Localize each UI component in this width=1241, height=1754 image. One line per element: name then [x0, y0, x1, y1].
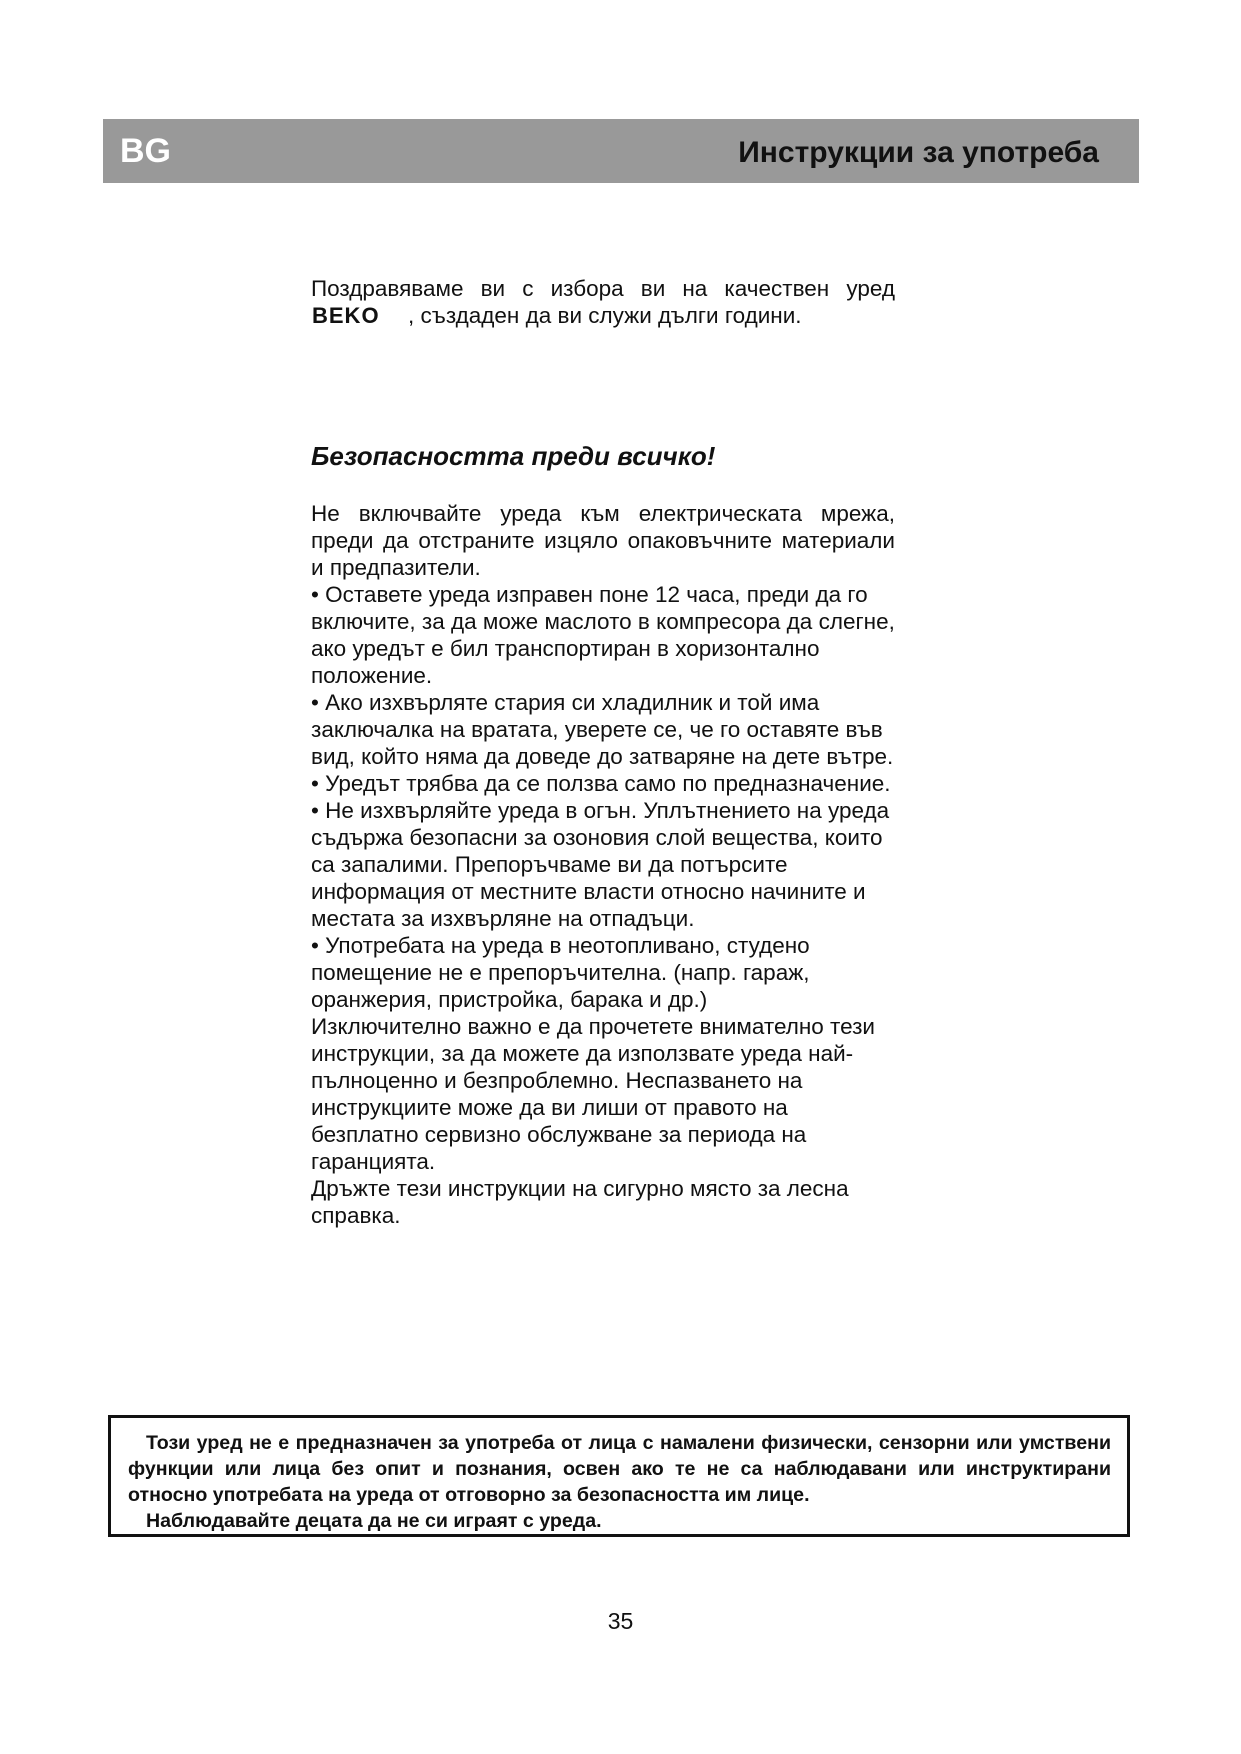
beko-logo-text: BEKO: [312, 306, 380, 326]
safety-bullet: • Оставете уреда изправен поне 12 часа, преди да го включите, за да може маслото в компресора да слегне, ако уредът е бил транспортиран в хоризонтално положение.: [311, 582, 895, 688]
safety-heading: Безопасността преди всичко!: [311, 441, 716, 471]
greeting-text-line1: Поздравяваме ви с избора ви на качествен уред: [311, 276, 895, 301]
greeting-text-line2: , създаден да ви служи дълги години.: [408, 303, 802, 328]
warning-text: Този уред не е предназначен за употреба от лица с намалени физически, сензорни или умствени функции или лица без опит и познания, освен ако те не са наблюдавани или инструктирани относно употребата на уреда от отговорно за безопасността им лице.: [128, 1432, 1111, 1506]
document-title: Инструкции за употреба: [738, 136, 1099, 169]
safety-bullet: • Употребата на уреда в неотопливано, студено помещение не е препоръчителна. (напр. гараж, оранжерия, пристройка, барака и др.): [311, 933, 810, 1012]
warning-children-text: Наблюдавайте децата да не си играят с уреда.: [146, 1510, 602, 1532]
greeting-paragraph: [311, 275, 895, 329]
safety-bullet: • Ако изхвърляте стария си хладилник и той има заключалка на вратата, уверете се, че го оставяте във вид, който няма да доведе до затваряне на дете вътре.: [311, 690, 894, 769]
language-code: BG: [120, 132, 171, 170]
safety-section: [311, 500, 895, 1229]
header-bar: [103, 119, 1139, 183]
safety-bullet: • Уредът трябва да се ползва само по предназначение.: [311, 771, 891, 796]
safety-closing-keep: Дръжте тези инструкции на сигурно място за лесна справка.: [311, 1176, 849, 1228]
safety-intro: Не включвайте уреда към електрическата мрежа, преди да отстраните изцяло опаковъчните материали и предпазители.: [311, 501, 895, 580]
page-number: 35: [607, 1608, 634, 1634]
safety-closing: Изключително важно е да прочетете внимателно тези инструкции, за да можете да използвате уреда най-пълноценно и безпроблемно. Неспазването на инструкциите може да ви лиши от правото на безплатно сервизно обслужване за периода на гаранцията.: [311, 1014, 876, 1174]
safety-bullet: • Не изхвърляйте уреда в огън. Уплътнението на уреда съдържа безопасни за озоновия слой вещества, които са запалими. Препоръчваме ви да потърсите информация от местните власти относно начините и местата за изхвърляне на отпадъци.: [311, 798, 890, 931]
warning-box: [108, 1415, 1130, 1537]
beko-logo: [311, 306, 407, 326]
greeting-block: [311, 275, 895, 329]
